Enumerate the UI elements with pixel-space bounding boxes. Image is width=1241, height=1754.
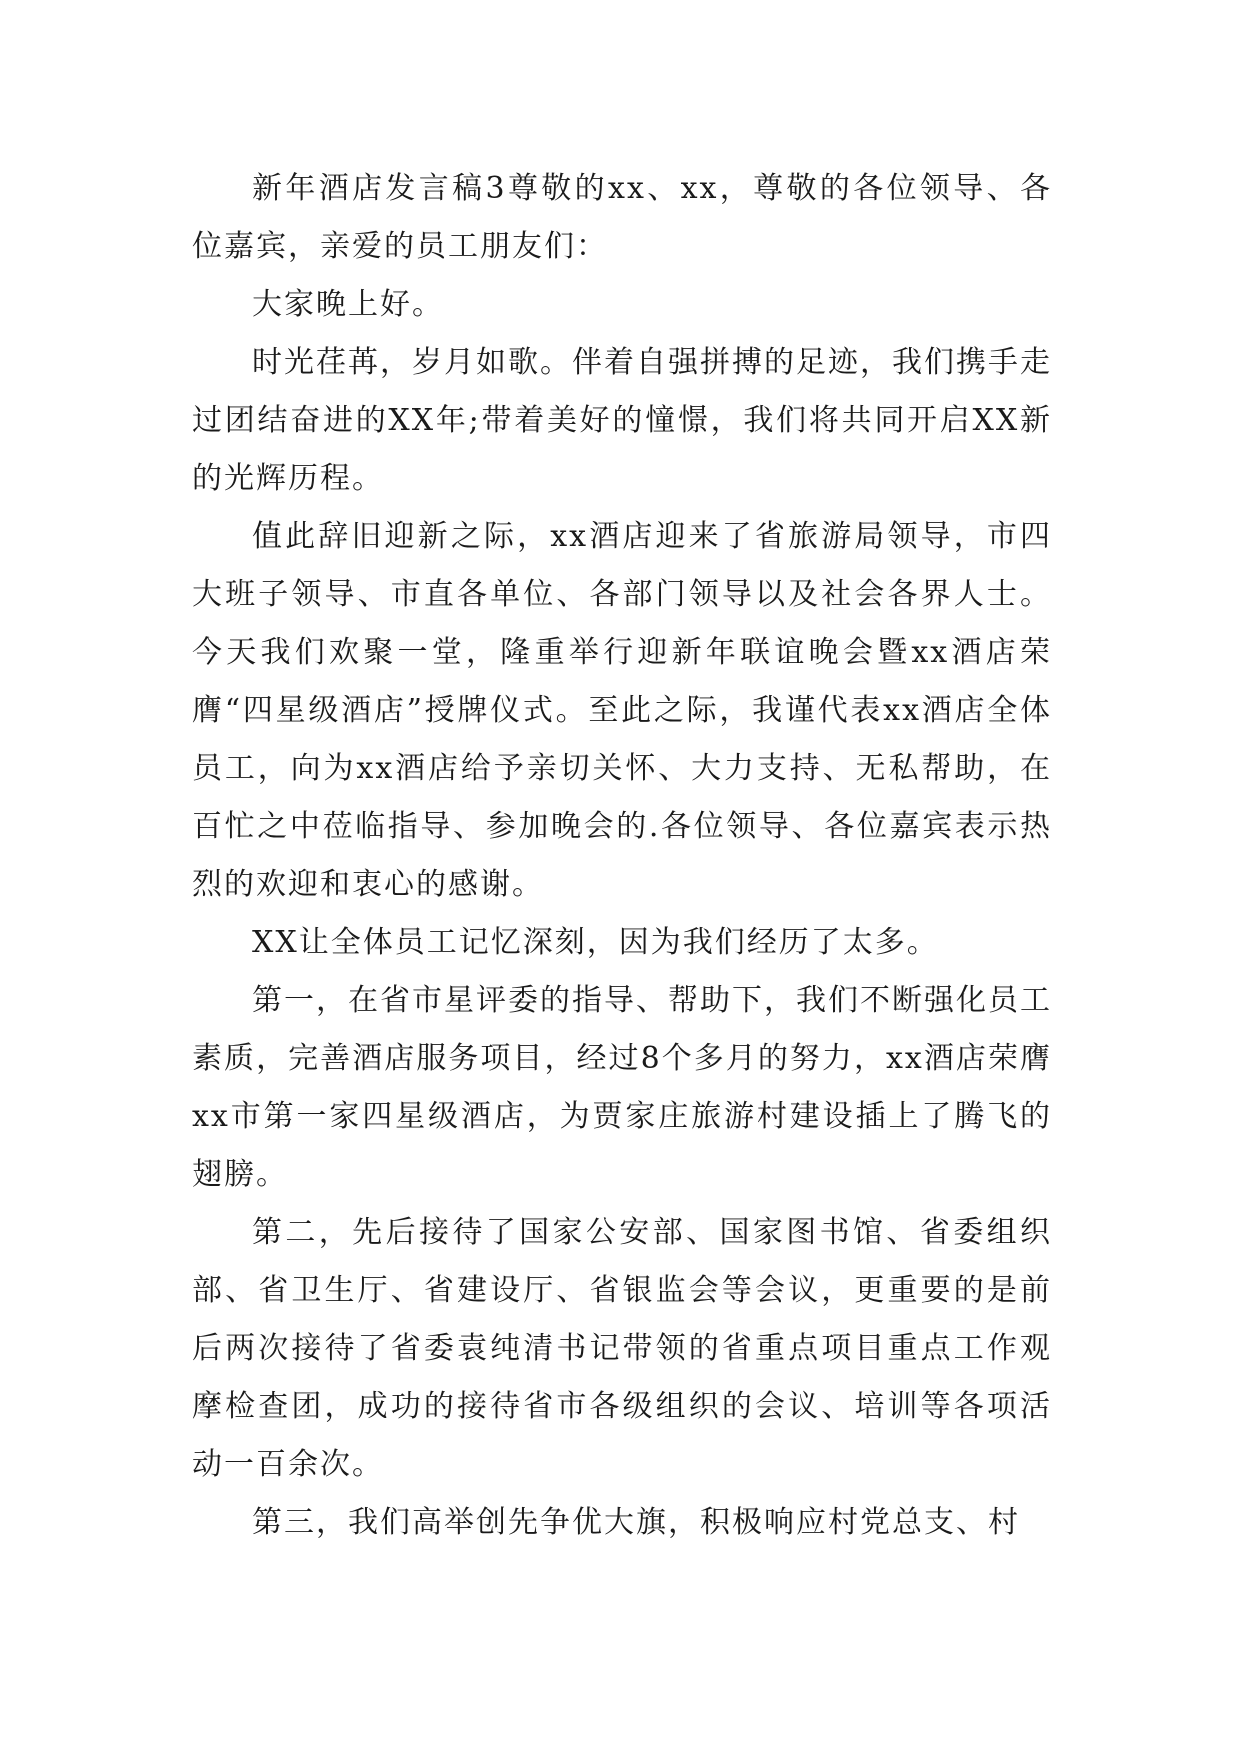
- paragraph-first-achievement: 第一，在省市星评委的指导、帮助下，我们不断强化员工素质，完善酒店服务项目，经过8个多月的努力，xx酒店荣膺xx市第一家四星级酒店，为贾家庄旅游村建设插上了腾飞的翅膀。: [192, 983, 1052, 1192]
- document-body: [192, 160, 1052, 1552]
- paragraph-welcome: 值此辞旧迎新之际，xx酒店迎来了省旅游局领导，市四大班子领导、市直各单位、各部门领导以及社会各界人士。今天我们欢聚一堂，隆重举行迎新年联谊晚会暨xx酒店荣膺“四星级酒店”授牌仪式。至此之际，我谨代表xx酒店全体员工，向为xx酒店给予亲切关怀、大力支持、无私帮助，在百忙之中莅临指导、参加晚会的.各位领导、各位嘉宾表示热烈的欢迎和衷心的感谢。: [192, 519, 1052, 902]
- paragraph-third-achievement: 第三，我们高举创先争优大旗，积极响应村党总支、村: [252, 1505, 1020, 1540]
- paragraph-time-flies: 时光荏苒，岁月如歌。伴着自强拼搏的足迹，我们携手走过团结奋进的XX年;带着美好的憧憬，我们将共同开启XX新的光辉历程。: [192, 345, 1052, 496]
- paragraph-good-evening: 大家晚上好。: [252, 287, 444, 322]
- paragraph-memorable-year: XX让全体员工记忆深刻，因为我们经历了太多。: [252, 925, 939, 960]
- paragraph-second-achievement: 第二，先后接待了国家公安部、国家图书馆、省委组织部、省卫生厅、省建设厅、省银监会等会议，更重要的是前后两次接待了省委袁纯清书记带领的省重点项目重点工作观摩检查团，成功的接待省市各级组织的会议、培训等各项活动一百余次。: [192, 1215, 1052, 1482]
- paragraph-title-greeting: 新年酒店发言稿3尊敬的xx、xx，尊敬的各位领导、各位嘉宾，亲爱的员工朋友们：: [192, 171, 1052, 264]
